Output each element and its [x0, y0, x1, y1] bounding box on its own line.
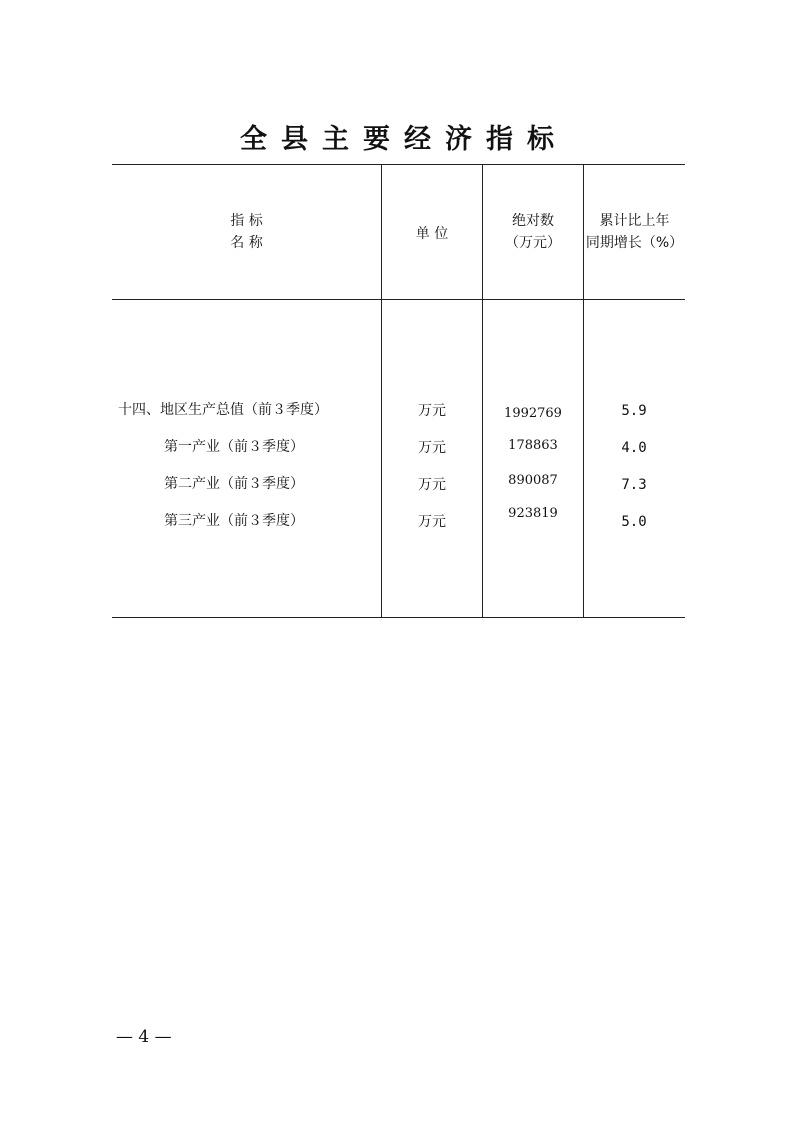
header-absolute-value: [483, 210, 583, 254]
row-secondary-growth: 7.3: [621, 477, 647, 493]
header-growth-line2: 同期增长（%）: [585, 235, 684, 251]
table-top-border: [112, 164, 685, 165]
row-tertiary-name: 第三产业（前３季度）: [164, 513, 304, 529]
header-indicator-name: [112, 210, 381, 254]
row-primary-unit: 万元: [418, 440, 446, 456]
header-growth-line1: 累计比上年: [599, 213, 670, 229]
header-absolute-line1: 绝对数: [512, 213, 554, 229]
row-gdp-growth: 5.9: [621, 403, 647, 419]
header-absolute-line2: （万元）: [505, 235, 561, 251]
row-secondary-unit: 万元: [418, 477, 446, 493]
row-tertiary-growth: 5.0: [621, 514, 647, 530]
page-title: 全县主要经济指标: [240, 124, 568, 155]
row-gdp-unit: 万元: [418, 403, 446, 419]
page-number: — 4 —: [116, 1027, 172, 1047]
row-tertiary-value: 923819: [508, 506, 558, 521]
header-unit: [382, 223, 482, 245]
row-gdp-value: 1992769: [504, 406, 562, 421]
header-growth: [584, 210, 685, 254]
table-header-divider: [112, 299, 685, 300]
row-primary-value: 178863: [508, 438, 558, 453]
header-indicator-line2: 名 称: [230, 235, 263, 251]
table-bottom-border: [112, 617, 685, 618]
row-tertiary-unit: 万元: [418, 514, 446, 530]
header-unit-label: 单 位: [415, 226, 449, 242]
row-gdp-name: 十四、地区生产总值（前３季度）: [118, 402, 328, 418]
row-primary-growth: 4.0: [621, 440, 647, 456]
row-secondary-value: 890087: [508, 473, 558, 488]
row-primary-name: 第一产业（前３季度）: [164, 439, 304, 455]
header-indicator-line1: 指 标: [230, 213, 263, 229]
row-secondary-name: 第二产业（前３季度）: [164, 476, 304, 492]
